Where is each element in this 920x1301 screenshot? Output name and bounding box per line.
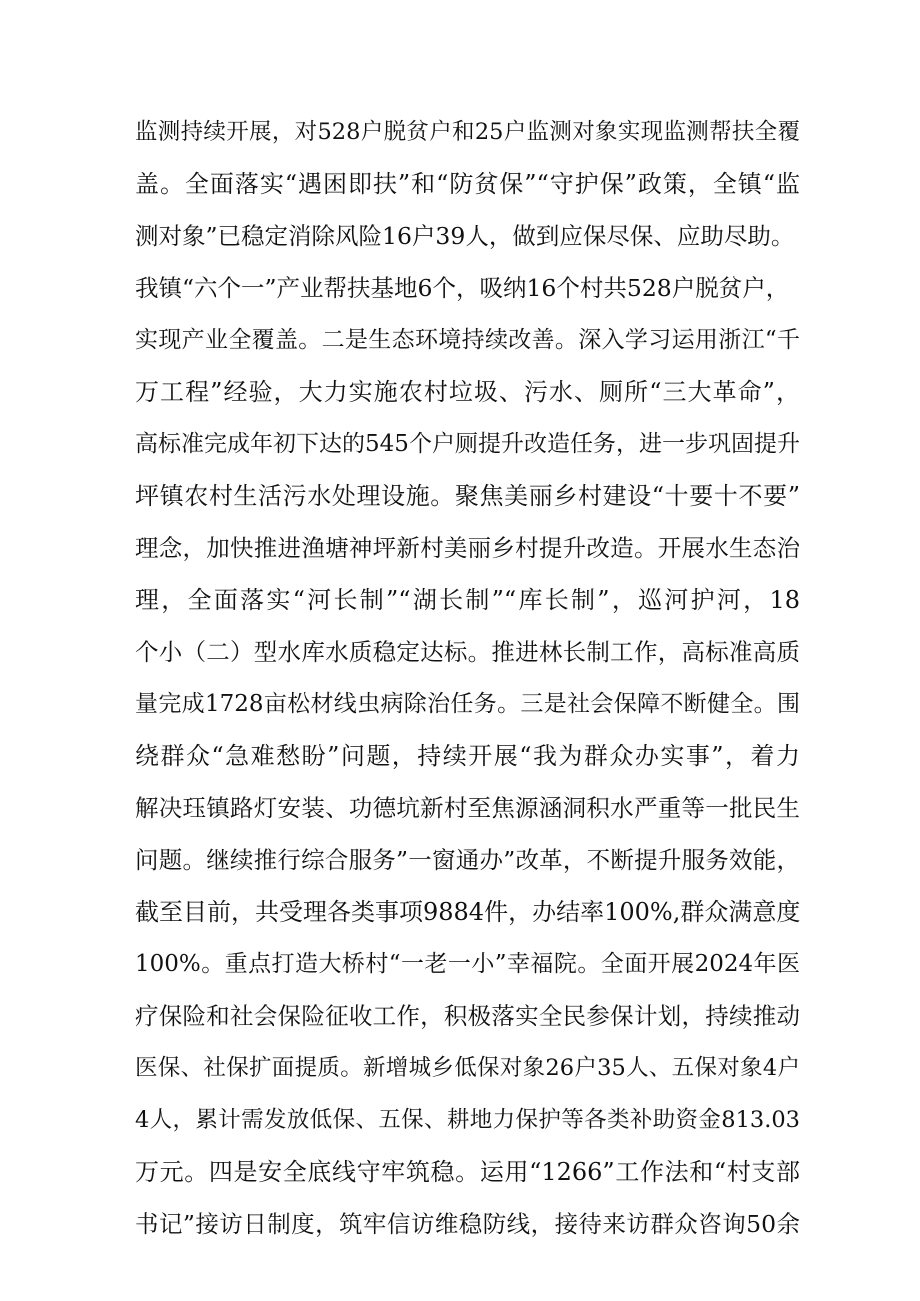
text-line: 高标准完成年初下达的545个户厕提升改造任务，进一步巩固提升 xyxy=(135,431,800,457)
body-paragraph xyxy=(135,106,800,1250)
text-line: 坪镇农村生活污水处理设施。聚焦美丽乡村建设“十要十不要” xyxy=(135,482,800,510)
text-line: 绕群众“急难愁盼”问题，持续开展“我为群众办实事”，着力 xyxy=(135,742,800,770)
text-line: 实现产业全覆盖。二是生态环境持续改善。深入学习运用浙江“千 xyxy=(135,327,800,353)
text-line: 4人，累计需发放低保、五保、耕地力保护等各类补助资金813.03 xyxy=(135,1107,800,1133)
text-line: 万工程”经验，大力实施农村垃圾、污水、厕所“三大革命”， xyxy=(135,378,800,406)
text-line: 理，全面落实“河长制”“湖长制”“库长制”，巡河护河，18 xyxy=(135,586,800,614)
text-line: 解决珏镇路灯安装、功德坑新村至焦源涵洞积水严重等一批民生 xyxy=(135,794,800,822)
text-line: 理念，加快推进渔塘神坪新村美丽乡村提升改造。开展水生态治 xyxy=(135,534,800,562)
text-line: 问题。继续推行综合服务”一窗通办”改革，不断提升服务效能， xyxy=(135,846,800,874)
text-line: 盖。全面落实“遇困即扶”和“防贫保”“守护保”政策，全镇“监 xyxy=(135,170,800,198)
text-line: 万元。四是安全底线守牢筑稳。运用“1266”工作法和“村支部 xyxy=(135,1158,800,1186)
text-line: 医保、社保扩面提质。新增城乡低保对象26户35人、五保对象4户 xyxy=(135,1055,800,1081)
text-line: 量完成1728亩松材线虫病除治任务。三是社会保障不断健全。围 xyxy=(135,691,800,717)
text-line: 个小（二）型水库水质稳定达标。推进林长制工作，高标准高质 xyxy=(135,638,800,666)
text-line: 100%。重点打造大桥村“一老一小”幸福院。全面开展2024年医 xyxy=(135,951,800,977)
text-line: 截至目前，共受理各类事项9884件，办结率100%,群众满意度 xyxy=(135,898,801,926)
text-line: 测对象”已稳定消除风险16户39人，做到应保尽保、应助尽助。 xyxy=(135,222,795,250)
text-line: 书记”接访日制度，筑牢信访维稳防线，接待来访群众咨询50余 xyxy=(135,1210,800,1238)
text-line: 监测持续开展，对528户脱贫户和25户监测对象实现监测帮扶全覆 xyxy=(135,119,800,145)
text-line: 疗保险和社会保险征收工作，积极落实全民参保计划，持续推动 xyxy=(135,1002,800,1030)
text-line: 我镇“六个一”产业帮扶基地6个，吸纳16个村共528户脱贫户， xyxy=(135,274,790,302)
